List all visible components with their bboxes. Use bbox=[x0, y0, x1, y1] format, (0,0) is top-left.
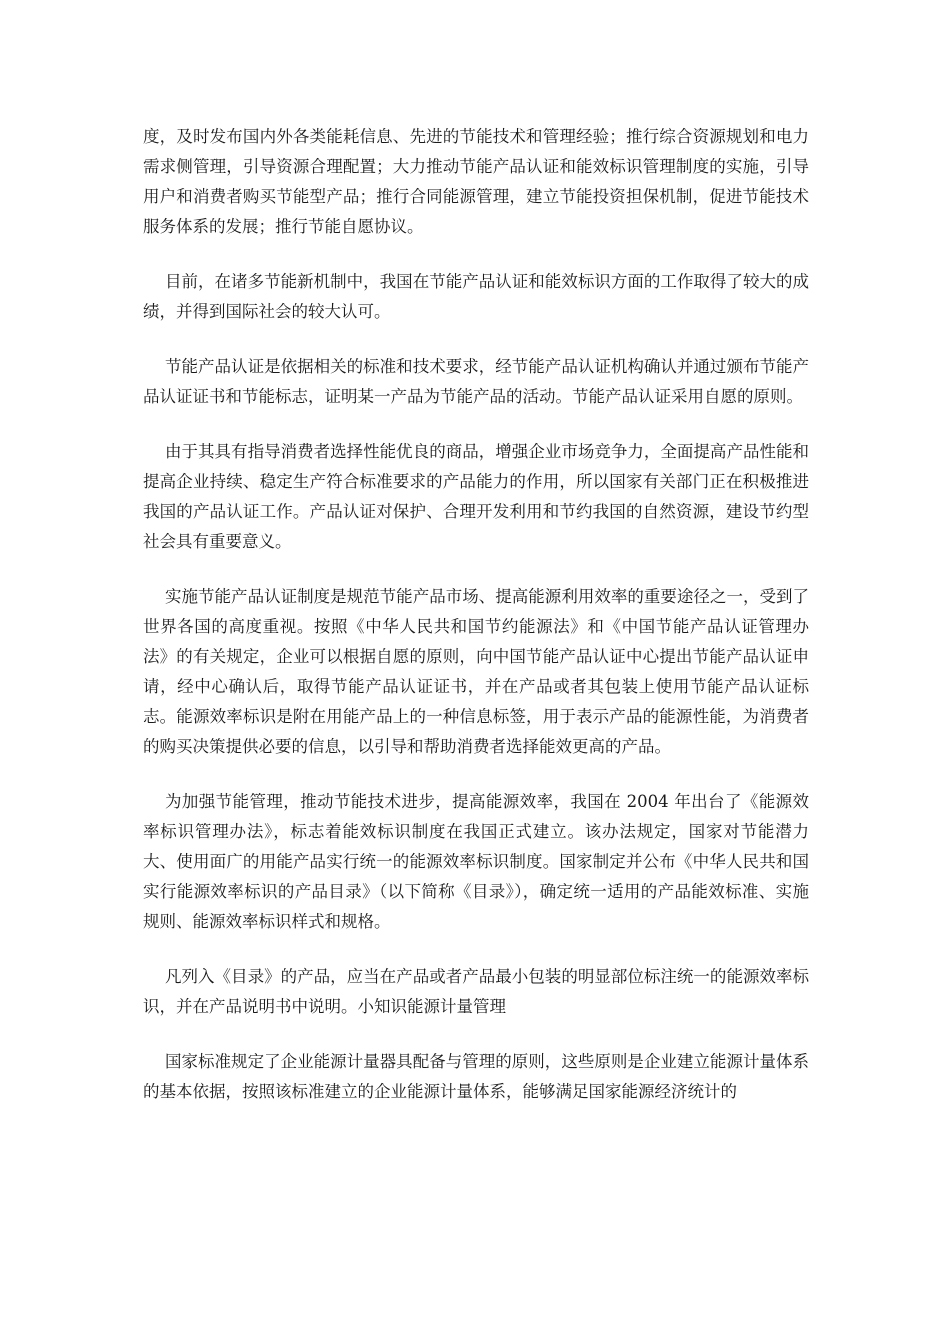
paragraph-3: 节能产品认证是依据相关的标准和技术要求，经节能产品认证机构确认并通过颁布节能产品认证证书和节能标志，证明某一产品为节能产品的活动。节能产品认证采用自愿的原则。 bbox=[143, 357, 809, 406]
paragraph-5: 实施节能产品认证制度是规范节能产品市场、提高能源利用效率的重要途径之一，受到了世界各国的高度重视。按照《中华人民共和国节约能源法》和《中国节能产品认证管理办法》的有关规定，企业可以根据自愿的原则，向中国节能产品认证中心提出节能产品认证申请，经中心确认后，取得节能产品认证证书，并在产品或者其包装上使用节能产品认证标志。能源效率标识是附在用能产品上的一种信息标签，用于表示产品的能源性能，为消费者的购买决策提供必要的信息，以引导和帮助消费者选择能效更高的产品。 bbox=[143, 587, 809, 756]
paragraph-2: 目前，在诸多节能新机制中，我国在节能产品认证和能效标识方面的工作取得了较大的成绩，并得到国际社会的较大认可。 bbox=[143, 272, 809, 321]
document-body bbox=[143, 122, 809, 1132]
paragraph-6: 为加强节能管理，推动节能技术进步，提高能源效率，我国在 2004 年出台了《能源效率标识管理办法》，标志着能效标识制度在我国正式建立。该办法规定，国家对节能潜力大、使用面广的用能产品实行统一的能源效率标识制度。国家制定并公布《中华人民共和国实行能源效率标识的产品目录》（以下简称《目录》），确定统一适用的产品能效标准、实施规则、能源效率标识样式和规格。 bbox=[143, 792, 809, 931]
paragraph-8: 国家标准规定了企业能源计量器具配备与管理的原则，这些原则是企业建立能源计量体系的基本依据，按照该标准建立的企业能源计量体系，能够满足国家能源经济统计的 bbox=[143, 1052, 809, 1101]
paragraph-4: 由于其具有指导消费者选择性能优良的商品，增强企业市场竞争力，全面提高产品性能和提高企业持续、稳定生产符合标准要求的产品能力的作用，所以国家有关部门正在积极推进我国的产品认证工作。产品认证对保护、合理开发利用和节约我国的自然资源，建设节约型社会具有重要意义。 bbox=[143, 442, 809, 551]
paragraph-1: 度，及时发布国内外各类能耗信息、先进的节能技术和管理经验；推行综合资源规划和电力需求侧管理，引导资源合理配置；大力推动节能产品认证和能效标识管理制度的实施，引导用户和消费者购买节能型产品；推行合同能源管理，建立节能投资担保机制，促进节能技术服务体系的发展；推行节能自愿协议。 bbox=[143, 127, 809, 236]
paragraph-7: 凡列入《目录》的产品，应当在产品或者产品最小包装的明显部位标注统一的能源效率标识，并在产品说明书中说明。小知识能源计量管理 bbox=[143, 967, 809, 1016]
